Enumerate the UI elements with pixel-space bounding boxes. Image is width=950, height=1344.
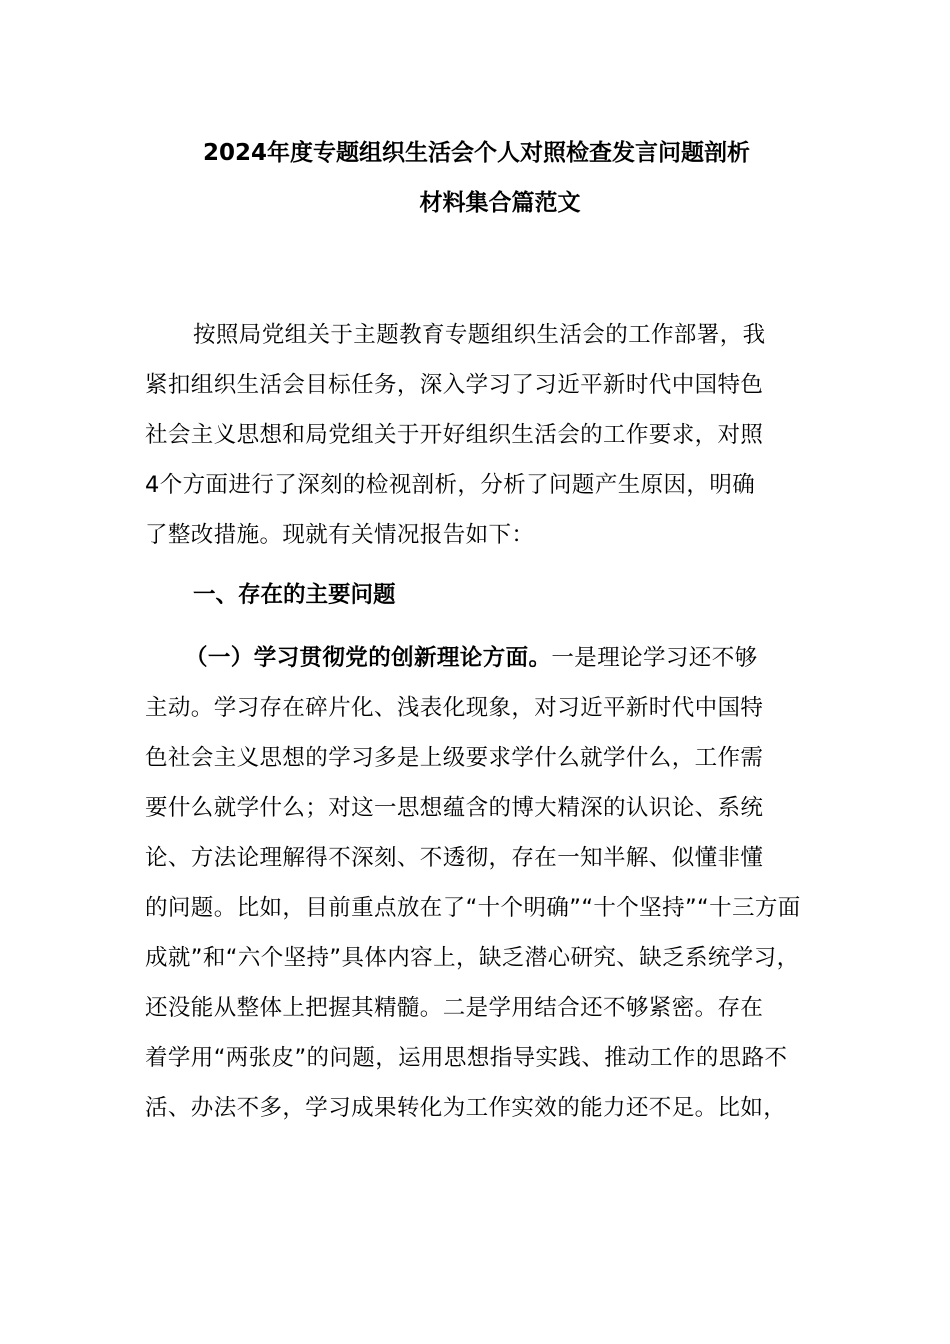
body-line: 着学用“两张皮”的问题，运用思想指导实践、推动工作的思路不 bbox=[145, 1045, 788, 1071]
subsection-first-line bbox=[185, 643, 805, 673]
body-line: 活、办法不多，学习成果转化为工作实效的能力还不足。比如， bbox=[145, 1095, 787, 1121]
document-title-line-2: 材料集合篇范文 bbox=[419, 190, 581, 216]
section-heading: 一、存在的主要问题 bbox=[193, 582, 396, 608]
body-line: 要什么就学什么；对这一思想蕴含的博大精深的认识论、系统 bbox=[145, 795, 764, 821]
intro-line: 4个方面进行了深刻的检视剖析，分析了问题产生原因，明确 bbox=[145, 472, 756, 498]
subsection-heading: （一）学习贯彻党的创新理论方面。 bbox=[185, 645, 552, 671]
body-line: 论、方法论理解得不深刻、不透彻，存在一知半解、似懂非懂 bbox=[145, 845, 764, 871]
intro-line: 了整改措施。现就有关情况报告如下： bbox=[145, 522, 535, 548]
body-line: 主动。学习存在碎片化、浅表化现象，对习近平新时代中国特 bbox=[145, 695, 764, 721]
body-line: 成就”和“六个坚持”具体内容上，缺乏潜心研究、缺乏系统学习， bbox=[145, 945, 800, 971]
body-line: 色社会主义思想的学习多是上级要求学什么就学什么，工作需 bbox=[145, 745, 764, 771]
intro-line: 社会主义思想和局党组关于开好组织生活会的工作要求，对照 bbox=[145, 422, 764, 448]
body-line: 的问题。比如，目前重点放在了“十个明确”“十个坚持”“十三方面 bbox=[145, 895, 801, 921]
intro-line: 按照局党组关于主题教育专题组织生活会的工作部署，我 bbox=[193, 322, 766, 348]
body-line: 还没能从整体上把握其精髓。二是学用结合还不够紧密。存在 bbox=[145, 995, 764, 1021]
document-title-line-1: 2024年度专题组织生活会个人对照检查发言问题剖析 bbox=[203, 140, 751, 166]
intro-line: 紧扣组织生活会目标任务，深入学习了习近平新时代中国特色 bbox=[145, 372, 764, 398]
subsection-first-line-rest: 一是理论学习还不够 bbox=[551, 645, 758, 671]
